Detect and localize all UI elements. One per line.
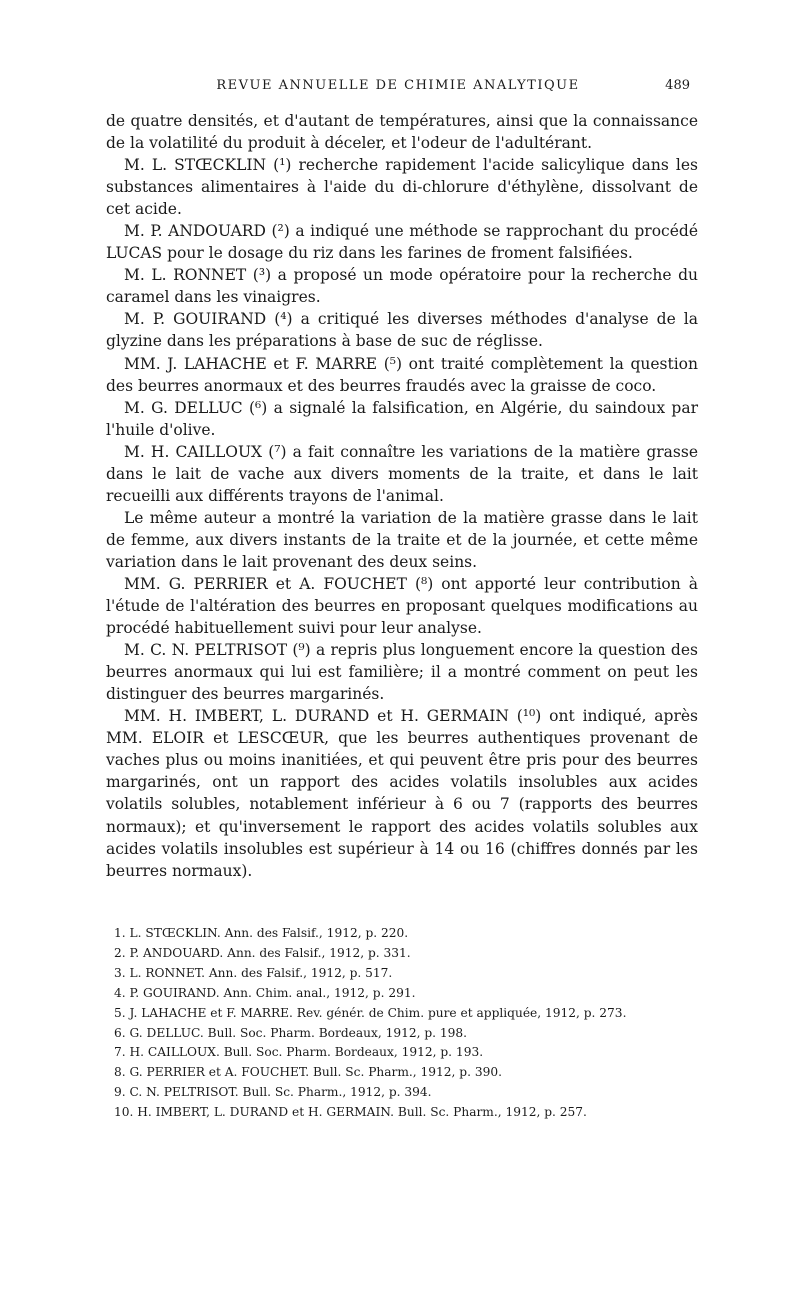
body-text — [106, 110, 698, 882]
paragraph-3: M. P. ANDOUARD (²) a indiqué une méthode se rapprochant du procédé LUCAS pour le dosage du riz dans les farines de froment falsifiées. — [106, 222, 698, 263]
paragraph-7: M. G. DELLUC (⁶) a signalé la falsification, en Algérie, du saindoux par l'huile d'olive. — [106, 398, 698, 439]
footnote-9: 9. C. N. PELTRISOT. Bull. Sc. Pharm., 1912, p. 394. — [114, 1085, 432, 1100]
paragraph-11: M. C. N. PELTRISOT (⁹) a repris plus longuement encore la question des beurres anormaux qui lui est familière; il a montré comment on peut les distinguer des beurres margarinés. — [106, 641, 698, 704]
footnotes — [114, 924, 694, 1123]
paragraph-4: M. L. RONNET (³) a proposé un mode opératoire pour la recherche du caramel dans les vinaigres. — [106, 266, 698, 307]
paragraph-12: MM. H. IMBERT, L. DURAND et H. GERMAIN (¹⁰) ont indiqué, après MM. ELOIR et LESCŒUR, que les beurres authentiques provenant de vaches plus ou moins inanitiées, et qui peuvent être pris pour des beurres margarinés, ont un rapport des acides volatils insolubles aux acides volatils solubles, notablement inférieur à 6 ou 7 (rapports des beurres normaux); et qu'inversement le rapport des acides volatils solubles aux acides volatils insolubles est supérieur à 14 ou 16 (chiffres donnés par les beurres normaux). — [106, 707, 698, 880]
footnote-6: 6. G. DELLUC. Bull. Soc. Pharm. Bordeaux, 1912, p. 198. — [114, 1025, 468, 1040]
paragraph-2: M. L. STŒCKLIN (¹) recherche rapidement l'acide salicylique dans les substances alimentaires à l'aide du di-chlorure d'éthylène, dissolvant de cet acide. — [106, 156, 698, 219]
page-header — [106, 78, 690, 100]
footnote-4: 4. P. GOUIRAND. Ann. Chim. anal., 1912, p. 291. — [114, 985, 416, 1000]
paragraph-1: de quatre densités, et d'autant de températures, ainsi que la connaissance de la volatilité du produit à déceler, et l'odeur de l'adultérant. — [106, 112, 698, 153]
footnote-2: 2. P. ANDOUARD. Ann. des Falsif., 1912, p. 331. — [114, 945, 411, 960]
footnote-7: 7. H. CAILLOUX. Bull. Soc. Pharm. Bordeaux, 1912, p. 193. — [114, 1045, 484, 1060]
paragraph-5: M. P. GOUIRAND (⁴) a critiqué les diverses méthodes d'analyse de la glyzine dans les préparations à base de suc de réglisse. — [106, 310, 698, 351]
footnote-3: 3. L. RONNET. Ann. des Falsif., 1912, p. 517. — [114, 965, 393, 980]
running-head: REVUE ANNUELLE DE CHIMIE ANALYTIQUE — [216, 78, 580, 93]
footnote-5: 5. J. LAHACHE et F. MARRE. Rev. génér. de Chim. pure et appliquée, 1912, p. 273. — [114, 1005, 627, 1020]
footnote-10: 10. H. IMBERT, L. DURAND et H. GERMAIN. Bull. Sc. Pharm., 1912, p. 257. — [114, 1105, 587, 1120]
paragraph-10: MM. G. PERRIER et A. FOUCHET (⁸) ont apporté leur contribution à l'étude de l'altération des beurres en proposant quelques modifications au procédé habituellement suivi pour leur analyse. — [106, 574, 698, 638]
page-number: 489 — [665, 78, 690, 93]
paragraph-6: MM. J. LAHACHE et F. MARRE (⁵) ont traité complètement la question des beurres anormaux et des beurres fraudés avec la graisse de coco. — [106, 354, 698, 395]
paragraph-8: M. H. CAILLOUX (⁷) a fait connaître les variations de la matière grasse dans le lait de vache aux divers moments de la traite, et dans le lait recueilli aux différents trayons de l'animal. — [106, 442, 698, 505]
paragraph-9: Le même auteur a montré la variation de la matière grasse dans le lait de femme, aux divers instants de la traite et de la journée, et cette même variation dans le lait provenant des deux seins. — [106, 508, 698, 571]
footnote-8: 8. G. PERRIER et A. FOUCHET. Bull. Sc. Pharm., 1912, p. 390. — [114, 1065, 502, 1080]
footnote-1: 1. L. STŒCKLIN. Ann. des Falsif., 1912, p. 220. — [114, 926, 409, 940]
